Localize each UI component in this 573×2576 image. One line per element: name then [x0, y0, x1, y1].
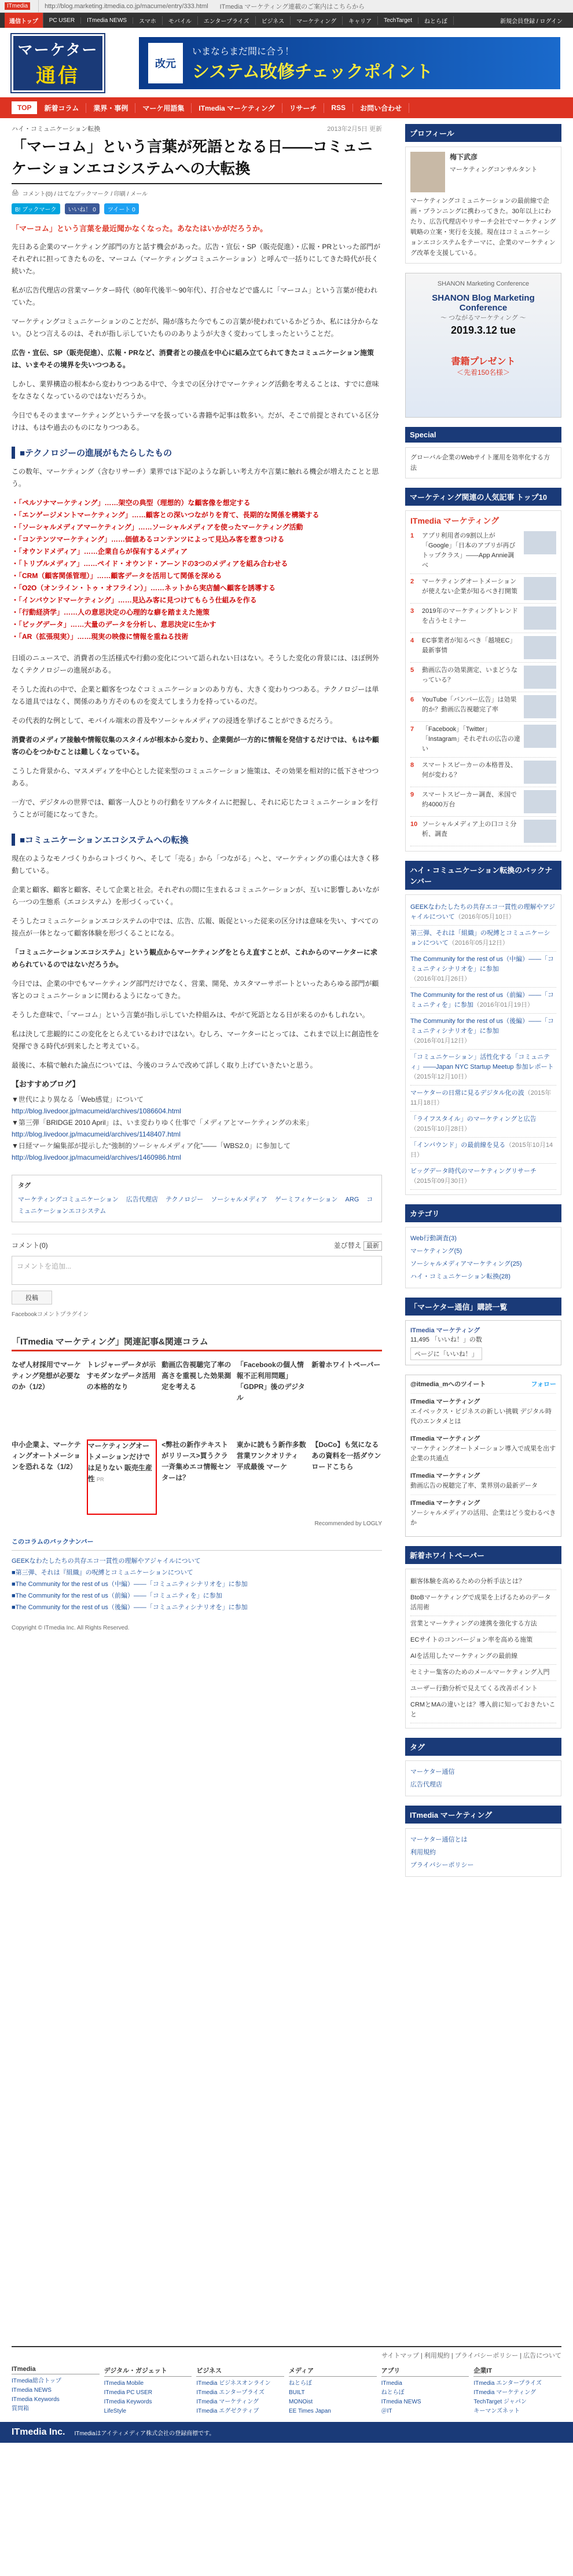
category-title: カテゴリ: [405, 1204, 561, 1222]
sidebar: [405, 124, 561, 1886]
sidebar-ad[interactable]: [405, 273, 561, 418]
footer-column: ビジネス ITmedia ビジネスオンライン ITmedia エンタープライズ ITmedia マーケティング ITmedia エグゼクティブ: [196, 2366, 284, 2416]
related-item-title: <弊社の新作テキストがリリース>買うクラ一斉集めエコ情報センターは？: [161, 1441, 232, 1482]
related-item[interactable]: [12, 1360, 82, 1435]
nav-item[interactable]: お問い合わせ: [353, 103, 409, 113]
tag-link[interactable]: 広告代理店: [126, 1196, 158, 1203]
whitepaper-item[interactable]: ECサイトのコンバージョン率を高める施策: [410, 1632, 556, 1649]
paragraph: 現在のようなモノづくりからコトづくりへ、そして「売る」から「つながる」へと、マーケティングの重心は大きく移動している。: [12, 854, 379, 875]
thumbnail: [524, 761, 556, 784]
highlight-paragraph: 「コミュニケーションエコシステム」という観点からマーケティングをとらえ直すことが、これからのマーケターに求められているのではないだろうか。: [12, 948, 378, 969]
article-main: [12, 124, 382, 1886]
backnumber-side-title: ハイ・コミュニケーション転換のバックナンバー: [405, 861, 561, 890]
thumbnail: [524, 531, 556, 554]
page-url: http://blog.marketing.itmedia.co.jp/macume/entry/333.html: [45, 2, 208, 10]
tweet-button[interactable]: ツイート 0: [104, 203, 139, 214]
whitepaper-item[interactable]: AIを活用したマーケティングの最前線: [410, 1649, 556, 1665]
article-title: 「マーコム」という言葉が死語となる日――コミュニケーションエコシステムへの大転換: [12, 136, 382, 184]
tw-follow-button[interactable]: フォロー: [531, 1381, 556, 1388]
itmedia-badge: ITmedia: [5, 2, 30, 10]
thumbnail: [524, 820, 556, 843]
list-item: ・「O2O（オンライン・トゥ・オフライン）」……ネットから実店舗へ顧客を誘導する: [12, 584, 276, 592]
global-nav-item[interactable]: モバイル: [163, 16, 198, 25]
paragraph: しかし、業界構造の根本から変わりつつある中で、今までの区分けでマーケティング活動を考えることは、すでに意味をなさなくなっているのではないだろうか。: [12, 380, 379, 400]
global-nav-item[interactable]: マーケティング: [291, 16, 343, 25]
header-banner-ad[interactable]: [139, 37, 560, 89]
backnumber-title: このコラムのバックナンバー: [12, 1536, 382, 1551]
paragraph: 日頃のニュースで、消費者の生活様式や行動の変化について語られない日はない。そうした変化の背景には、ほぼ例外なくテクノロジーの進展がある。: [12, 654, 379, 674]
list-item: ・「インバウンドマーケティング」……見込み客に見つけてもらう仕組みを作る: [12, 596, 257, 604]
tweet[interactable]: ITmedia マーケティング 動画広告の視聴完了率、業界別の最新データ: [410, 1467, 556, 1495]
ranking-item[interactable]: 3 2019年のマーケティングトレンドを占うセミナー: [410, 604, 556, 633]
column-backnumber: [12, 1536, 382, 1613]
logo-line1: マーケター: [17, 41, 98, 59]
special-box[interactable]: [405, 447, 561, 478]
paragraph: そうしたコミュニケーションエコシステムの中では、広告、広報、販促といった従来の区分けは意味を失い、すべての接点が一体となって顧客体験を形づくることになる。: [12, 917, 379, 937]
highlight-paragraph: 広告・宣伝、SP（販売促進）、広報・PRなど、消費者との接点を中心に組み立てられてきたコミュニケーション施策は、いまやその境界を失いつつある。: [12, 349, 374, 369]
related-grid: [12, 1360, 382, 1515]
paragraph: 私が広告代理店の営業マーケター時代（80年代後半〜90年代）、打合せなどで盛んに「マーコム」という言葉が使われていた。: [12, 286, 378, 306]
thumbnail: [524, 790, 556, 813]
tag-link[interactable]: コミュニケーションエコシステム: [18, 1196, 373, 1215]
share-buttons: [12, 203, 382, 214]
related-item-highlighted[interactable]: [87, 1439, 157, 1515]
whitepaper-item[interactable]: ユーザー行動分析で見えてくる改善ポイント: [410, 1681, 556, 1697]
footer-logo[interactable]: ITmedia Inc.: [12, 2427, 65, 2437]
thumbnail: [524, 666, 556, 689]
article-tools: [12, 189, 382, 198]
section-heading: ■コミュニケーションエコシステムへの転換: [12, 834, 382, 846]
thumbnail: [524, 725, 556, 748]
global-nav-item[interactable]: TechTarget: [378, 17, 418, 24]
comment-input[interactable]: コメントを追加...: [12, 1256, 382, 1285]
related-articles: [12, 1335, 382, 1527]
backnumber-link[interactable]: ■The Community for the rest of us（前編）――「コミュニティを」に参加: [12, 1592, 222, 1599]
side-bottom-link[interactable]: 利用規約: [410, 1849, 436, 1856]
paragraph: そうした意味で、「マーコム」という言葉が指し示していた枠組みは、やがて死語となる日が来るのかもしれない。: [12, 1011, 369, 1019]
ranking-item[interactable]: 5 動画広告の効果測定、いまどうなっている？: [410, 663, 556, 692]
category-item[interactable]: ハイ・コミュニケーション転換(28): [410, 1273, 510, 1280]
related-item[interactable]: [311, 1360, 382, 1435]
side-tag[interactable]: マーケター通信: [410, 1769, 455, 1775]
whitepaper-item[interactable]: セミナー集客のためのメールマーケティング入門: [410, 1665, 556, 1681]
related-item-title: なぜ人材採用でマーケティング発想が必要なのか（1/2）: [12, 1361, 82, 1391]
backnumber-link[interactable]: ■第三弾、それは『組織』の呪縛とコミュニケーションについて: [12, 1569, 193, 1576]
nav-item[interactable]: ITmedia マーケティング: [192, 103, 282, 113]
category-list: [405, 1227, 561, 1288]
whitepaper-item[interactable]: BtoBマーケティングで成果を上げるためのデータ活用術: [410, 1590, 556, 1616]
tweet[interactable]: ITmedia マーケティング エイベックス・ビジネスの新しい挑戦 デジタル時代のエンタメとは: [410, 1393, 556, 1430]
fb-page-title[interactable]: ITmedia マーケティング: [410, 1327, 480, 1334]
backnumber-side-item[interactable]: The Community for the rest of us（中編）――「コミュニティシナリオを」に参加（2016年01月26日）: [410, 952, 556, 988]
category-item[interactable]: マーケティング(5): [410, 1248, 462, 1255]
related-item[interactable]: [12, 1439, 82, 1515]
whitepaper-item[interactable]: 顧客体験を高めるための分析手法とは？: [410, 1574, 556, 1590]
whitepaper-list: [405, 1569, 561, 1729]
login-link[interactable]: 新規会員登録 / ログイン: [500, 18, 563, 25]
footer-bar-text: ITmediaはアイティメディア株式会社の登録商標です。: [74, 2430, 215, 2437]
footer-column: ITmedia ITmedia総合トップ ITmedia NEWS ITmedia Keywords 質問箱: [12, 2366, 100, 2416]
paragraph: 先日ある企業のマーケティング部門の方と話す機会があった。広告・宣伝・SP（販売促進）・広報・PRといった部門がそれぞれに担ってきたものを、マーコム（マーケティングコミュニケーション）と呼んで一括りにしてきた時代が長く続いた。: [12, 243, 381, 275]
pr-label: PR: [96, 1477, 104, 1482]
main-nav: [0, 97, 573, 118]
sort-label: 並び替え: [333, 1241, 362, 1249]
whitepaper-item[interactable]: 営業とマーケティングの連携を強化する方法: [410, 1616, 556, 1632]
profile-name: 梅下武彦: [450, 153, 478, 161]
backnumber-side-item[interactable]: マーケターの日常に見るデジタル化の波（2015年11月18日）: [410, 1086, 556, 1112]
special-text: グローバル企業のWebサイト運用を効率化する方法: [410, 454, 550, 472]
comments-header: [12, 1234, 382, 1250]
profile-box: [405, 147, 561, 264]
paragraph: その代表的な例として、モバイル端末の普及やソーシャルメディアの浸透を挙げることができるだろう。: [12, 717, 337, 725]
highlight-paragraph: 消費者のメディア接触や情報収集のスタイルが根本から変わり、企業側が一方的に情報を発信するだけでは、もはや顧客の心をつかむことは難しくなっている。: [12, 736, 379, 756]
related-item-title: 中小企業よ、マーケティングオートメーションを恐れるな（1/2）: [12, 1441, 81, 1471]
ad-gift2: ＜先着150名様＞: [456, 368, 510, 377]
comments-count: コメント(0): [12, 1241, 48, 1249]
backnumber-link[interactable]: GEEKなわたしたちの共存エコ一貫性の理解やアジャイルについて: [12, 1558, 201, 1565]
link-url[interactable]: http://blog.livedoor.jp/macumeid/archives/1148407.html: [12, 1130, 181, 1138]
related-item-title: 新着ホワイトペーパー: [311, 1361, 381, 1369]
profile-text: マーケティングコミュニケーションの最前線で企画・プランニングに携わってきた。30年以上にわたり、広告代理店やリサーチ会社でマーケティング戦略の立案・実行を支援。現在はコミュニケーションエコシステムをテーマに、企業のマーケティング改革を支援している。: [410, 198, 556, 257]
site-badge[interactable]: [5, 0, 39, 13]
backnumber-side-item[interactable]: The Community for the rest of us（前編）――「コミュニティを」に参加（2016年01月19日）: [410, 988, 556, 1014]
global-nav-item[interactable]: PC USER: [43, 17, 81, 24]
list-item: ・「ビッグデータ」……大量のデータを分析し、意思決定に生かす: [12, 620, 216, 629]
comment-submit-button[interactable]: 投稿: [12, 1291, 52, 1305]
backnumber-side-item[interactable]: ビッグデータ時代のマーケティングリサーチ（2015年09月30日）: [410, 1164, 556, 1190]
ranking-item[interactable]: 6 YouTube「バンパー広告」は効果的か？動画広告視聴完了率: [410, 692, 556, 722]
profile-title: プロフィール: [405, 124, 561, 142]
thumbnail: [524, 577, 556, 600]
facebook-comments-plugin[interactable]: Facebookコメントプラグイン: [12, 1311, 89, 1318]
tag-link[interactable]: ゲーミフィケーション: [274, 1196, 338, 1203]
print-icon[interactable]: 🖨: [12, 190, 19, 196]
paragraph: この数年、マーケティング（含むリサーチ）業界では下記のような新しい考え方や言葉に触れる機会が増えたことと思う。: [12, 467, 379, 488]
global-nav-item[interactable]: エンタープライズ: [198, 16, 256, 25]
footer-bar: [0, 2422, 573, 2443]
category-link[interactable]: ハイ・コミュニケーション転換: [12, 126, 101, 133]
thumbnail: [524, 606, 556, 630]
paragraph: 今日では、企業の中でもマーケティング部門だけでなく、営業、開発、カスタマーサポートといったあらゆる部門が顧客とのコミュニケーションに関わるようになってきた。: [12, 980, 379, 1000]
side-bottom-link[interactable]: プライバシーポリシー: [410, 1862, 474, 1869]
paragraph: 私は決して悲観的にこの変化をとらえているわけではない。むしろ、マーケターにとっては、これまで以上に創造性を発揮できる時代が到来したと考えている。: [12, 1030, 380, 1050]
list-item: ・「ソーシャルメディアマーケティング」……ソーシャルメディアを使ったマーケティング活動: [12, 523, 303, 531]
global-nav-item[interactable]: ITmedia NEWS: [81, 17, 133, 24]
nav-item[interactable]: リサーチ: [282, 103, 325, 113]
site-header: [0, 28, 573, 97]
category-item[interactable]: Web行動調査(3): [410, 1235, 457, 1242]
ranking-item[interactable]: 4 EC事業者が知るべき「越境EC」最新事情: [410, 633, 556, 663]
logo-line2: 通信: [36, 65, 80, 87]
site-footer: [0, 2346, 573, 2443]
ranking-title: マーケティング関連の人気記事 トップ10: [405, 488, 561, 506]
paragraph: 一方で、デジタルの世界では、顧客一人ひとりの行動をリアルタイムに把握し、それに応じたコミュニケーションを行うことが可能になってきた。: [12, 798, 379, 819]
facebook-widget: [405, 1320, 561, 1365]
global-nav-item[interactable]: ビジネス: [256, 16, 291, 25]
paragraph: マーケティングコミュニケーションのことだが、陽が落ちた今でもこの言葉が使われているかどうか、私には分からない。ひとつ言えるのは、それが指し示していたもののありようが大きく変わってしまったということだ。: [12, 317, 379, 338]
copyright: Copyright © ITmedia Inc. All Rights Reserved.: [12, 1625, 130, 1631]
article-date: 2013年2月5日 更新: [327, 126, 382, 133]
backnumber-side-list: [405, 894, 561, 1195]
tag-box: [12, 1175, 382, 1222]
ad-title: SHANON Blog Marketing Conference: [432, 293, 535, 313]
related-item[interactable]: [237, 1439, 307, 1515]
banner-box: 改元: [148, 43, 183, 83]
side-tag[interactable]: 広告代理店: [410, 1781, 442, 1788]
footer-columns: [12, 2366, 561, 2416]
twitter-widget: [405, 1375, 561, 1537]
special-title: Special: [405, 427, 561, 443]
related-item[interactable]: [161, 1360, 232, 1435]
list-item: ・「ペルソナマーケティング」……架空の典型（理想的）な顧客像を想定する: [12, 499, 251, 507]
global-nav-item[interactable]: スマホ: [133, 16, 163, 25]
section-heading: ■テクノロジーの進展がもたらしたもの: [12, 447, 382, 459]
concept-list: [12, 497, 382, 643]
whitepaper-item[interactable]: CRMとMAの違いとは？導入前に知っておきたいこと: [410, 1697, 556, 1723]
whitepaper-title: 新着ホワイトペーパー: [405, 1546, 561, 1564]
link-url[interactable]: http://blog.livedoor.jp/macumeid/archives/1086604.html: [12, 1107, 181, 1115]
related-item[interactable]: [311, 1439, 382, 1515]
paragraph: 今日でもそのままマーケティングというテーマを扱っている書籍や記事は数多い。だが、そこで前提とされている区分けは、もはや過去のものになりつつある。: [12, 411, 379, 432]
fb-like-button[interactable]: ページに「いいね！」: [410, 1347, 482, 1360]
recommended-blogs: [12, 1079, 382, 1163]
ranking-item[interactable]: 10 ソーシャルメディア上の口コミ分析、調査: [410, 817, 556, 846]
topbar-label[interactable]: ITmedia マーケティング連載のご案内はこちらから: [219, 3, 365, 10]
side-tag-title: タグ: [405, 1738, 561, 1756]
related-item[interactable]: [161, 1439, 232, 1515]
link-title: ▼世代により異なる「Web感覚」について: [12, 1095, 144, 1104]
related-title: 「ITmedia マーケティング」関連記事&関連コラム: [12, 1335, 382, 1351]
side-bottom-list: [405, 1828, 561, 1877]
banner-title: システム改修チェックポイント: [192, 62, 434, 82]
footer-column: デジタル・ガジェット ITmedia Mobile ITmedia PC USER ITmedia Keywords LifeStyle: [104, 2366, 192, 2416]
global-nav-item[interactable]: キャリア: [343, 16, 378, 25]
backnumber-side-item[interactable]: 「コミュニケーション」活性化する「コミュニティ」――Japan NYC Startup Meetup 参加レポート（2015年12月10日）: [410, 1050, 556, 1086]
sort-select[interactable]: 最新: [363, 1241, 382, 1251]
tag-link[interactable]: ソーシャルメディア: [211, 1196, 267, 1203]
hatena-button[interactable]: B! ブックマーク: [12, 203, 60, 214]
footer-column: メディア ねとらぼ BUILT MONOist EE Times Japan: [289, 2366, 377, 2416]
list-item: ・「オウンドメディア」……企業自らが保有するメディア: [12, 547, 188, 556]
nav-item[interactable]: 業界・事例: [86, 103, 135, 113]
related-item[interactable]: [237, 1360, 307, 1435]
backnumber-side-item[interactable]: 「ライフスタイル」のマーケティングと広告（2015年10月28日）: [410, 1112, 556, 1138]
list-item: ・「エンゲージメントマーケティング」……顧客との深いつながりを育て、長期的な関係を構築する: [12, 511, 319, 519]
browser-topbar: [0, 0, 573, 13]
ad-gift: 書籍プレゼント: [451, 357, 516, 367]
site-logo[interactable]: [12, 34, 104, 92]
banner-sub: いまならまだ間に合う！: [192, 46, 295, 57]
backnumber-side-item[interactable]: 「インバウンド」の最前線を見る（2015年10月14日）: [410, 1138, 556, 1164]
fb-likes: 11,495 「いいね！」の数: [410, 1336, 482, 1343]
tag-link[interactable]: マーケティングコミュニケーション: [18, 1196, 119, 1203]
link-url[interactable]: http://blog.livedoor.jp/macumeid/archives/1460986.html: [12, 1153, 181, 1161]
backnumber-link[interactable]: ■The Community for the rest of us（後編）――「コミュニティシナリオを」に参加: [12, 1604, 248, 1611]
list-item: ・「CRM（顧客関係管理）」……顧客データを活用して関係を深める: [12, 572, 222, 580]
recommended-by[interactable]: Recommended by LOGLY: [314, 1521, 382, 1527]
thumbnail: [524, 695, 556, 718]
related-item-title: 東かに読もう新作多数 営業ワンクオリティ 平成最後 マーケ: [236, 1441, 306, 1471]
side-bottom-link[interactable]: マーケター通信とは: [410, 1836, 468, 1843]
nav-item[interactable]: 新着コラム: [37, 103, 86, 113]
avatar: [410, 152, 445, 192]
links-title: 【おすすめブログ】: [12, 1080, 80, 1088]
related-item[interactable]: [87, 1360, 157, 1435]
ranking-box: [405, 510, 561, 852]
paragraph: 最後に、本稿で触れた論点については、今後のコラムで改めて詳しく取り上げていきたいと思う。: [12, 1061, 317, 1069]
subscription-title: 「マーケター通信」購読一覧: [405, 1298, 561, 1316]
ranking-item[interactable]: 9 スマートスピーカー調査、米国で約4000万台: [410, 787, 556, 817]
link-title: ▼日経マーケ編集部が提示した“強制的ソーシャルメディア化”――「WBS2.0」に参加して: [12, 1142, 291, 1150]
article-lead: 「マーコム」という言葉を最近聞かなくなった。あなたはいかがだろうか。: [12, 224, 268, 233]
thumbnail: [524, 636, 556, 659]
global-nav-item[interactable]: ねとらぼ: [418, 16, 454, 25]
global-nav-first[interactable]: 通信トップ: [5, 13, 43, 28]
ranking-item[interactable]: 7 「Facebook」「Twitter」「Instagram」それぞれの広告の違い: [410, 722, 556, 758]
breadcrumb: [12, 124, 382, 133]
paragraph: そうした流れの中で、企業と顧客をつなぐコミュニケーションのあり方も、大きく変わりつつある。テクノロジーは単なる道具ではなく、関係のあり方そのものを変えてしまう力を持っているのだ。: [12, 685, 379, 706]
paragraph: 企業と顧客、顧客と顧客、そして企業と社会。それぞれの間に生まれるコミュニケーションが、互いに影響しあいながら一つの生態系（エコシステム）を形づくっていく。: [12, 886, 380, 906]
backnumber-link[interactable]: ■The Community for the rest of us（中編）――「コミュニティシナリオを」に参加: [12, 1581, 248, 1588]
list-item: ・「コンテンツマーケティング」……価値あるコンテンツによって見込み客を惹きつける: [12, 535, 285, 543]
ranking-item[interactable]: 1 アプリ利用者の9割以上が「Google」「日本のアプリが再びトップクラス」――App Annie調べ: [410, 528, 556, 574]
ranking-item[interactable]: 2 マーケティングオートメーションが使えない企業が知るべき打開策: [410, 574, 556, 604]
global-nav: [0, 13, 573, 28]
related-item-title: トレジャーデータが示すモダンなデータ活用の本格的なり: [86, 1361, 156, 1391]
ranking-logo: ITmedia マーケティング: [410, 516, 499, 525]
list-item: ・「AR（拡張現実）」……現実の映像に情報を重ねる技術: [12, 633, 189, 641]
nav-item[interactable]: TOP: [12, 101, 37, 114]
side-tag-list: [405, 1760, 561, 1796]
tw-title: @itmedia_mへのツイート: [410, 1381, 486, 1388]
tools-label[interactable]: コメント(0) / はてなブックマーク / 印刷 / メール: [22, 191, 148, 198]
link-title: ▼第三弾「BRIDGE 2010 April」は、いま変わりゆく仕事で「メディアとマーケティングの未来」: [12, 1119, 313, 1127]
nav-item[interactable]: マーケ用語集: [135, 103, 192, 113]
ad-date: 2019.3.12 tue: [450, 324, 516, 336]
backnumber-side-item[interactable]: The Community for the rest of us（後編）――「コミュニティシナリオを」に参加（2016年01月12日）: [410, 1014, 556, 1050]
related-item-title: 動画広告視聴完了率の高さを重視した効果測定を考える: [161, 1361, 232, 1391]
ad-sponsor: SHANON Marketing Conference: [437, 280, 530, 287]
footer-column: 企業IT ITmedia エンタープライズ ITmedia マーケティング TechTarget ジャパン キーマンズネット: [473, 2366, 561, 2416]
side-bottom-title: ITmedia マーケティング: [405, 1806, 561, 1824]
list-item: ・「トリプルメディア」……ペイド・オウンド・アーンドの3つのメディアを組み合わせる: [12, 560, 288, 568]
tag-link[interactable]: テクノロジー: [165, 1196, 204, 1203]
backnumber-side-item[interactable]: 第三弾、それは「組織」の呪縛とコミュニケーションについて（2016年05月12日）: [410, 926, 556, 952]
tweet[interactable]: ITmedia マーケティング マーケティングオートメーション導入で成果を出す企業の共通点: [410, 1430, 556, 1467]
related-item-title: 【DoCo】も気になるあの資料を一括ダウンロードこちら: [311, 1441, 381, 1471]
tag-title: タグ: [18, 1182, 31, 1189]
related-item-title: マーケティングオートメーションだけでは足りない 販売生産性: [87, 1442, 152, 1483]
paragraph: こうした背景から、マスメディアを中心とした従来型のコミュニケーション施策は、その効果を相対的に低下させつつある。: [12, 767, 379, 787]
backnumber-side-item[interactable]: GEEKなわたしたちの共存エコ一貫性の理解やアジャイルについて（2016年05月10日）: [410, 900, 556, 926]
ranking-item[interactable]: 8 スマートスピーカーの本格普及、何が変わる？: [410, 758, 556, 787]
category-item[interactable]: ソーシャルメディアマーケティング(25): [410, 1260, 522, 1267]
related-item-title: 「Facebookの個人情報不正利用問題」「GDPR」後のデジタル: [236, 1361, 305, 1402]
nav-item[interactable]: RSS: [324, 104, 353, 112]
tag-link[interactable]: ARG: [345, 1196, 359, 1203]
list-item: ・「行動経済学」……人の意思決定の心理的な癖を踏まえた施策: [12, 608, 210, 616]
tweet[interactable]: ITmedia マーケティング ソーシャルメディアの活用、企業はどう変わるべきか: [410, 1495, 556, 1532]
profile-role: マーケティングコンサルタント: [450, 166, 538, 173]
facebook-like-button[interactable]: いいね！ 0: [65, 203, 100, 214]
footer-sitemap[interactable]: サイトマップ | 利用規約 | プライバシーポリシー | 広告について: [12, 2346, 561, 2360]
footer-column: アプリ ITmedia ねとらぼ ITmedia NEWS ＠IT: [381, 2366, 469, 2416]
ad-sub: ～ つながるマーケティング ～: [440, 315, 526, 321]
